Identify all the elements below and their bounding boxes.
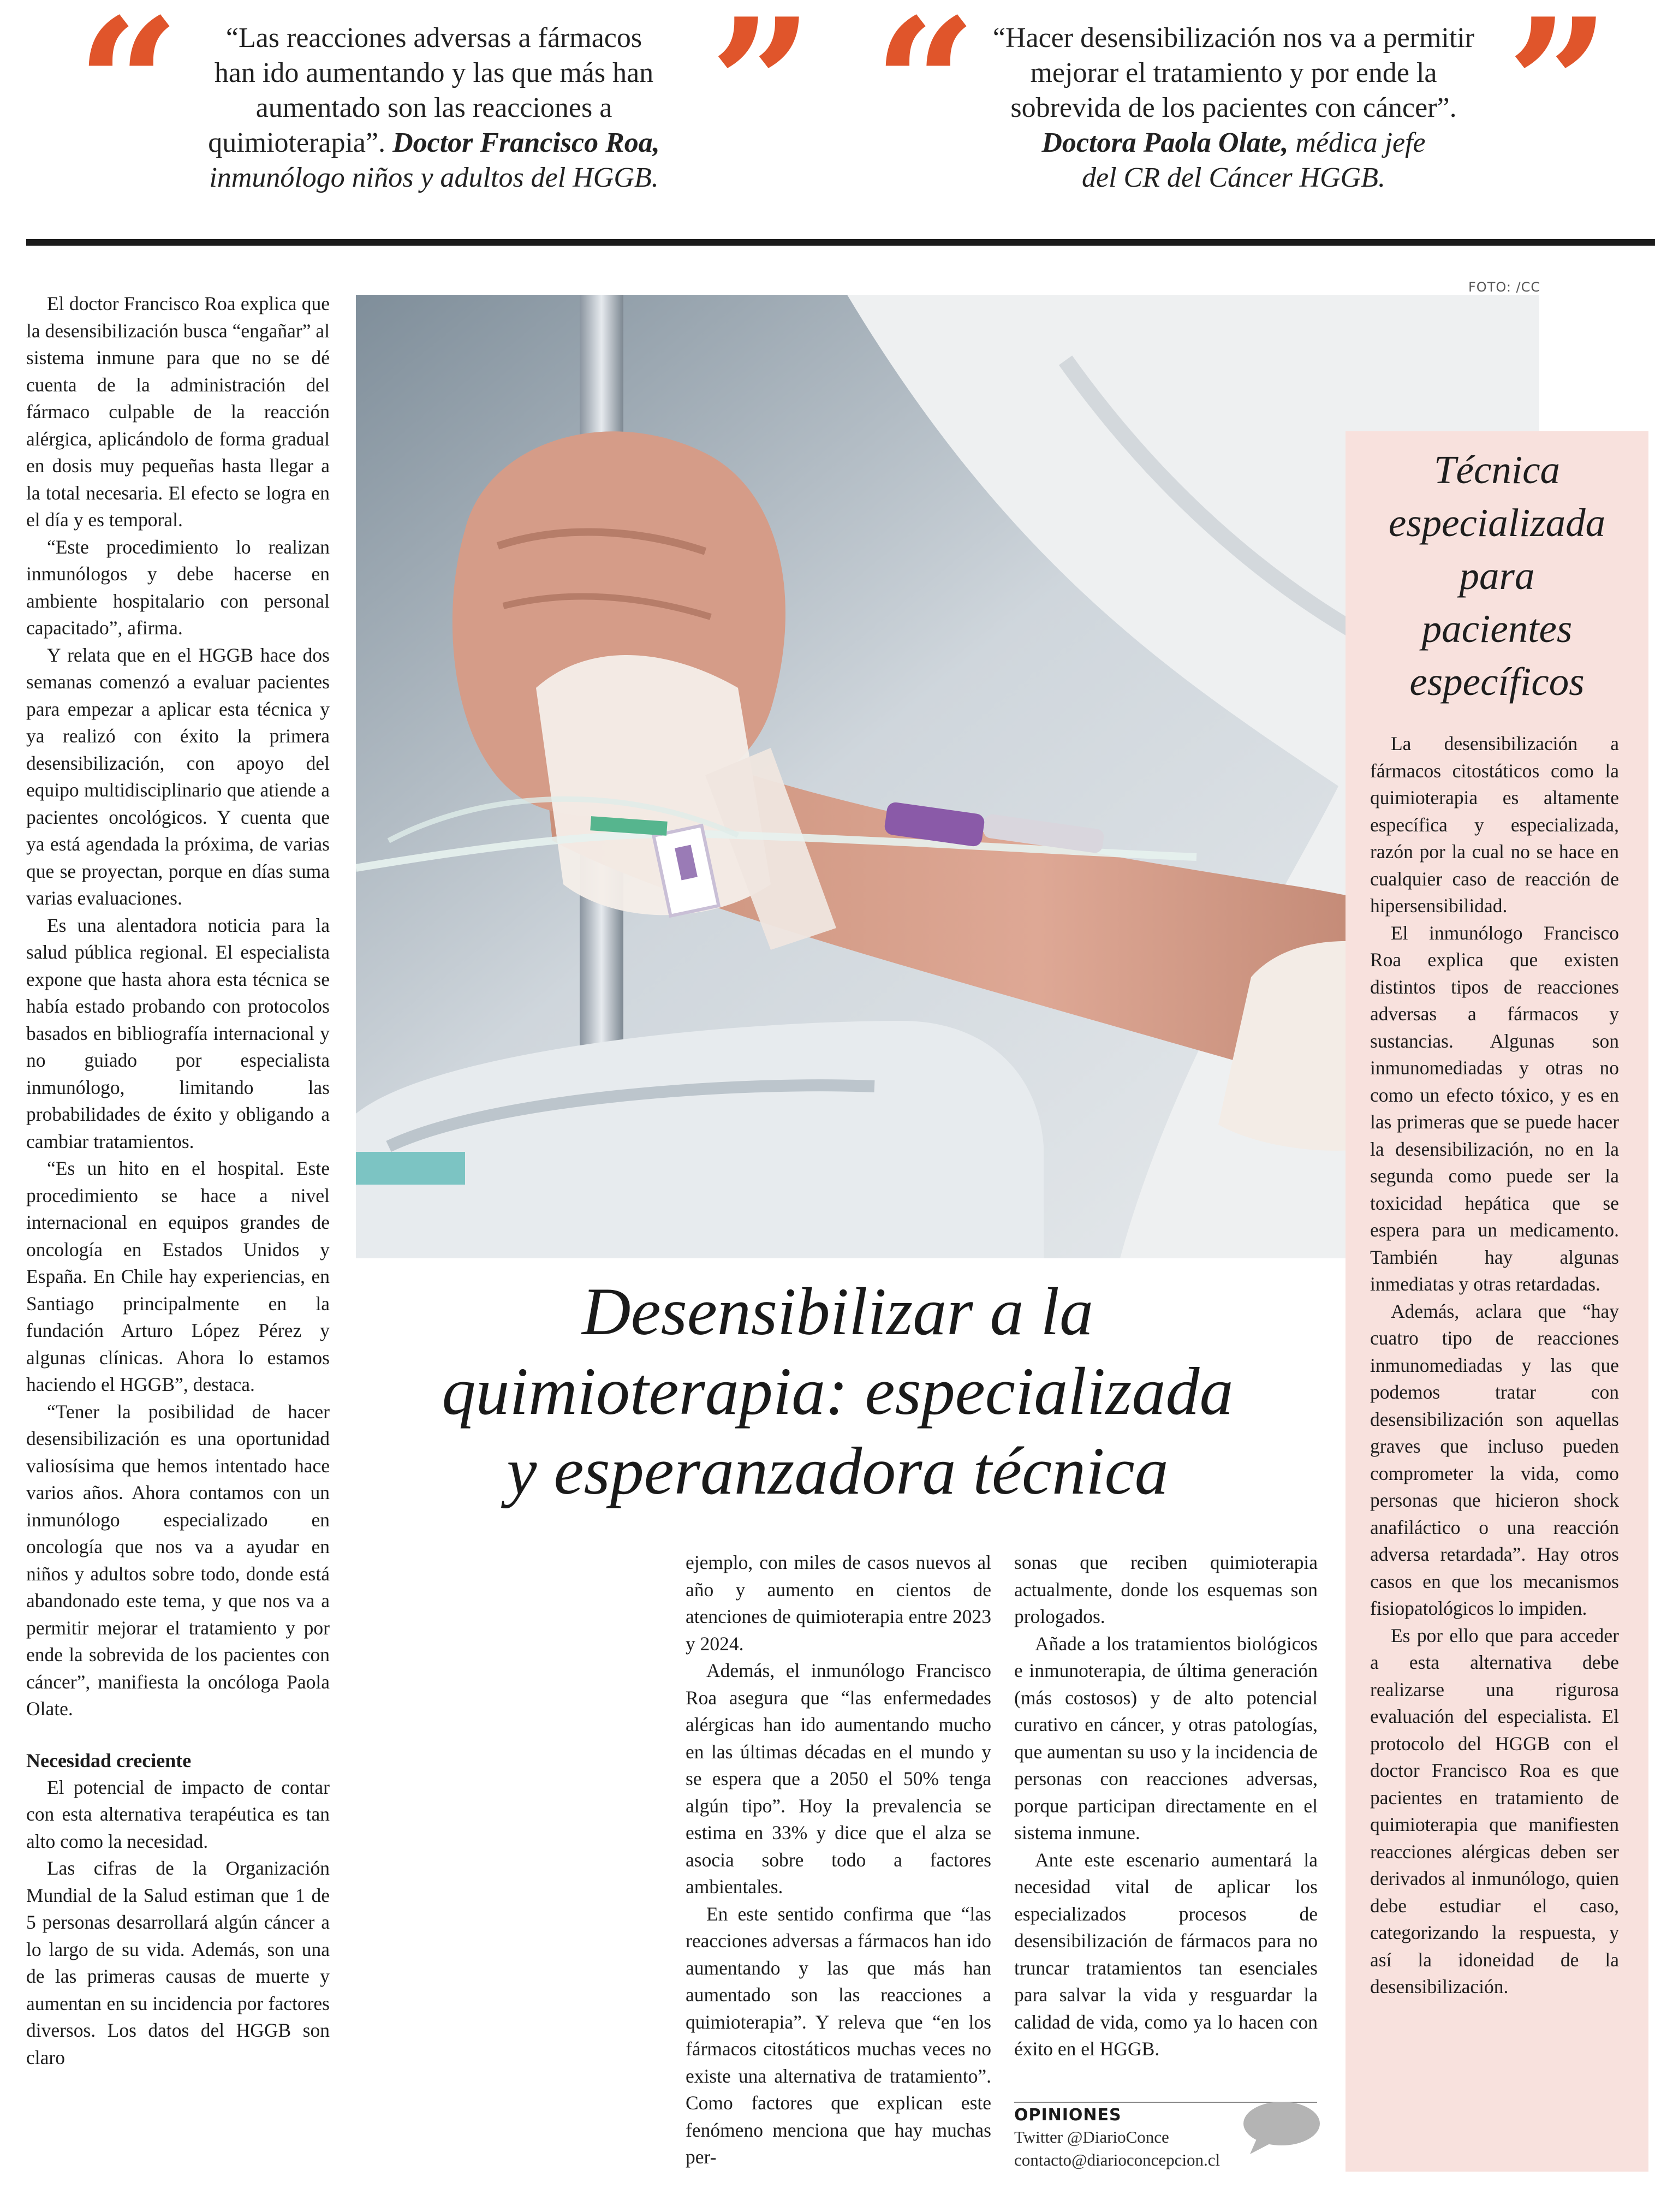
quote-close-icon: ” (710, 0, 813, 191)
paragraph: La desensibilización a fármacos citostáticos como la quimioterapia es altamente específica y especializada, razón por la cual no se hace en cualquier caso de reacción de hipersensibilidad. (1370, 733, 1619, 917)
paragraph: “Este procedimiento lo realizan inmunólogos y debe hacerse en ambiente hospitalario con personal capacitado”, afirma. (26, 536, 330, 639)
quote-olate-role: del CR del Cáncer HGGB. (1081, 162, 1385, 193)
paragraph: Ante este escenario aumentará la necesidad vital de aplicar los especializados procesos de desensibilización de fármacos para no truncar tratamientos tan esenciales para salvar la vida y resguardar la calidad de vida, como ya lo hacen con éxito en el HGGB. (1014, 1848, 1318, 2060)
sidebar-text (1370, 730, 1619, 2001)
quote-roa (188, 21, 680, 195)
quote-roa-last-line (188, 126, 680, 160)
paragraph: Las cifras de la Organización Mundial de la Salud estiman que 1 de 5 personas desarrollará algún cáncer a lo largo de su vida. Además, son una de las primeras causas de muerte y aumentan en su incidencia por factores diversos. Los datos del HGGB son claro (26, 1857, 330, 2068)
quote-olate-line: sobrevida de los pacientes con cáncer”. (1010, 92, 1457, 123)
sidebar-title-line: pacientes (1421, 606, 1573, 651)
quote-close-icon: ” (1507, 0, 1610, 191)
photo-credit: FOTO: /CC (1468, 280, 1541, 295)
quote-olate-line: “Hacer desensibilización nos va a permitir (992, 22, 1475, 53)
paragraph: Es una alentadora noticia para la salud pública regional. El especialista expone que hasta ahora esta técnica se había estado probando con protocolos basados en bibliografía internacional y no guiado por especialista inmunólogo, limitando las probabilidades de éxito y obligando a cambiar tratamientos. (26, 914, 330, 1152)
subheading: Necesidad creciente (26, 1749, 192, 1771)
paragraph: Es por ello que para acceder a esta alternativa debe realizarse una rigurosa evaluación del especialista. El protocolo del HGGB con el doctor Francisco Roa es que pacientes en tratamiento de quimioterapia que manifiesten reacciones alérgicas deben ser derivados al inmunólogo, quien debe estudiar el caso, categorizando la respuesta, y así la idoneidad de la desensibilización. (1370, 1624, 1619, 1997)
contact-email[interactable]: contacto@diarioconcepcion.cl (1014, 2150, 1221, 2169)
quote-olate-role: médica jefe (1295, 127, 1426, 158)
sidebar-title-line: especializada (1388, 501, 1606, 545)
sidebar-title-line: Técnica (1433, 448, 1561, 492)
quote-olate-attribution (977, 126, 1490, 160)
right-column (1014, 1549, 1318, 2063)
middle-column (686, 1549, 991, 2171)
headline-line: y esperanzadora técnica (507, 1434, 1169, 1508)
paragraph: El inmunólogo Francisco Roa explica que existen distintos tipos de reacciones adversas a fármacos y sustancias. Algunas son inmunomediadas y otras no como un efecto tóxico, y es en las primeras que se puede hacer la desensibilización, no en la segunda como puede ser la toxicidad hepática que se espera para un medicamento. También hay algunas inmediatas y otras retardadas. (1370, 921, 1619, 1295)
paragraph: El potencial de impacto de contar con esta alternativa terapéutica es tan alto como la necesidad. (26, 1776, 330, 1852)
paragraph: “Es un hito en el hospital. Este procedimiento se hace a nivel internacional en equipos grandes de oncología en Estados Unidos y España. En Chile hay experiencias, en Santiago principalmente en la fundación Arturo López Pérez y algunas clínicas. Ahora lo estamos haciendo el HGGB”, destaca. (26, 1157, 330, 1395)
paragraph: Añade a los tratamientos biológicos e inmunoterapia, de última generación (más costosos) y de alto potencial curativo en cáncer, y otras patologías, que aumentan su uso y la incidencia de personas con reacciones adversas, porque participan directamente en el sistema inmune. (1014, 1632, 1318, 1844)
section-divider (26, 239, 1655, 246)
quote-roa-speaker: Doctor Francisco Roa, (392, 127, 660, 158)
speech-bubble-icon (1239, 2101, 1321, 2155)
twitter-handle[interactable]: Twitter @DiarioConce (1014, 2127, 1169, 2146)
quote-olate (977, 21, 1490, 195)
quote-open-icon: “ (873, 0, 977, 191)
headline-line: quimioterapia: especializada (442, 1354, 1234, 1429)
paragraph: Además, aclara que “hay cuatro tipo de reacciones inmunomediadas y las que podemos tratar con desensibilización son aquellas graves que incluso pueden comprometer la vida, como personas que hicieron shock anafiláctico o una reacción adversa retardada”. Hay otros casos en que los mecanismos fisiopatológicos lo impiden. (1370, 1300, 1619, 1619)
paragraph: Además, el inmunólogo Francisco Roa asegura que “las enfermedades alérgicas han ido aumentando mucho en las últimas décadas en el mundo y se espera que a 2050 el 50% tenga algún tipo”. Hoy la prevalencia se estima en 33% y dice que el alza se asocia sobre todo a factores ambientales. (686, 1660, 991, 1898)
paragraph: “Tener la posibilidad de hacer desensibilización es una oportunidad valiosísima que hemos intentado hace varios años. Ahora contamos con un inmunólogo especializado en oncología que nos va a ayudar en niños y adultos sobre todo, donde está abandonado este tema, y que nos va a permitir mejorar el tratamiento y por ende la sobrevida de los pacientes con cáncer”, manifiesta la oncóloga Paola Olate. (26, 1400, 330, 1720)
sidebar-title-line: específicos (1409, 659, 1585, 704)
paragraph: En este sentido confirma que “las reacciones adversas a fármacos han ido aumentando y las que más han aumentado son las reacciones a quimioterapia”. Y releva que “en los fármacos citostáticos muchas veces no existe una alternativa de tratamiento”. Como factores que explican este fenómeno menciona que hay muchas per- (686, 1902, 991, 2168)
sidebar-title (1354, 443, 1640, 708)
left-column (26, 290, 330, 2071)
paragraph: Y relata que en el HGGB hace dos semanas comenzó a evaluar pacientes para empezar a aplicar esta técnica y ya realizó con éxito la primera desensibilización, con apoyo del equipo multidisciplinario que atiende a pacientes oncológicos. Y cuenta que ya está agendada la próxima, de varias que se proyectan, porque en días suma varias evaluaciones. (26, 644, 330, 909)
quote-olate-line: mejorar el tratamiento y por ende la (1030, 57, 1437, 88)
quote-roa-line: han ido aumentando y las que más han (214, 57, 654, 88)
paragraph: El doctor Francisco Roa explica que la desensibilización busca “engañar” al sistema inmune para que no se dé cuenta de la administración del fármaco culpable de la reacción alérgica, aplicándolo de forma gradual en dosis muy pequeñas hasta llegar a la total necesaria. El efecto se logra en el día y es temporal. (26, 293, 330, 531)
quote-roa-line: “Las reacciones adversas a fármacos (225, 22, 642, 53)
quote-roa-line: aumentado son las reacciones a (255, 92, 612, 123)
headline-line: Desensibilizar a la (582, 1274, 1093, 1349)
sidebar-title-line: para (1459, 554, 1535, 598)
quote-open-icon: “ (76, 0, 180, 191)
quote-olate-speaker: Doctora Paola Olate, (1041, 127, 1289, 158)
paragraph: ejemplo, con miles de casos nuevos al año y aumento en cientos de atenciones de quimioterapia entre 2023 y 2024. (686, 1551, 991, 1655)
quote-roa-role: inmunólogo niños y adultos del HGGB. (209, 162, 659, 193)
paragraph: sonas que reciben quimioterapia actualmente, donde los esquemas son prologados. (1014, 1551, 1318, 1627)
headline (356, 1272, 1319, 1511)
quote-roa-line: quimioterapia”. (208, 127, 386, 158)
opinions-label: OPINIONES (1014, 2106, 1122, 2125)
